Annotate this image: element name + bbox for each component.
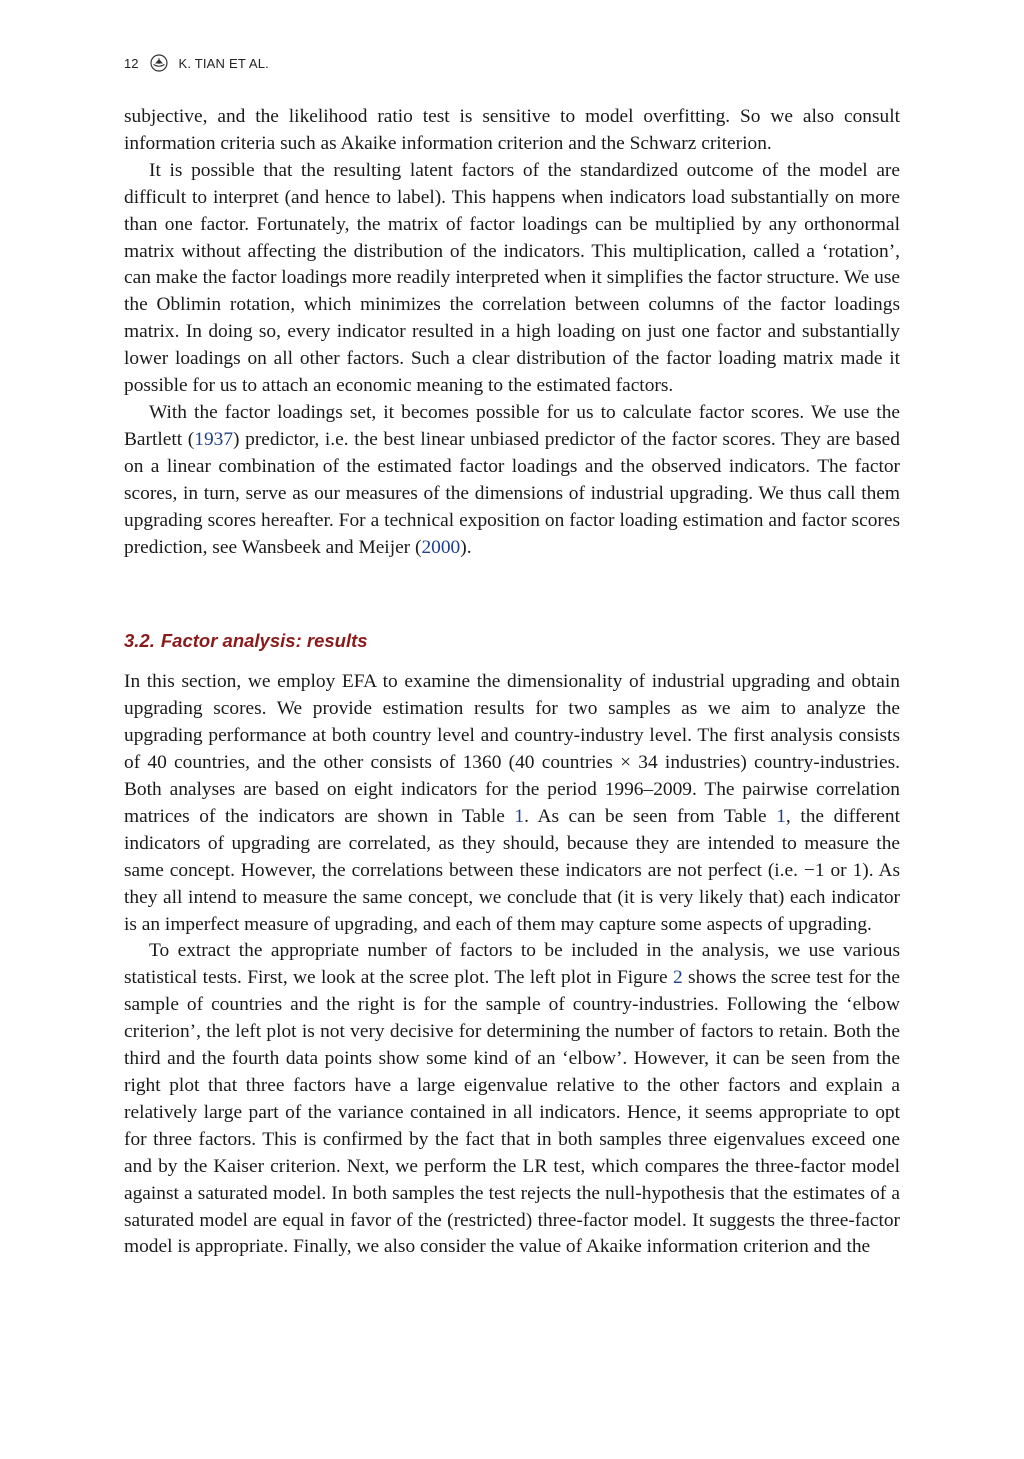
page-number: 12	[124, 55, 139, 71]
paragraph-4-text-1: In this section, we employ EFA to examine the dimensionality of industrial upgrading and obtain upgrading scores. We provide estimation results for two samples as we aim to analyze the upgrading performance at both country level and country-industry level. The first analysis consists of 40 countries, and the other consists of 1360 (40 countries × 34 industries) country-industries. Both analyses are based on eight indicators for the period 1996–2009. The pairwise correlation matrices of the indicators are shown in Table	[124, 671, 900, 827]
section-heading	[124, 629, 900, 653]
paragraph-5-text-1: To extract the appropriate number of factors to be included in the analysis, we use various statistical tests. First, we look at the scree plot. The left plot in Figure	[124, 940, 900, 989]
citation-bartlett-1937[interactable]: 1937	[194, 428, 234, 450]
paragraph-3	[124, 400, 900, 561]
table-1-link[interactable]: 1	[514, 805, 525, 827]
page	[124, 52, 900, 1261]
paragraph-2: It is possible that the resulting latent factors of the standardized outcome of the model are difficult to interpret (and hence to label). This happens when indicators load substantially on more than one factor. Fortunately, the matrix of factor loadings can be multiplied by any orthonormal matrix without affecting the distribution of the indicators. This multiplication, called a ‘rotation’, can make the factor loadings more readily interpreted when it simplifies the factor structure. We use the Oblimin rotation, which minimizes the correlation between columns of the factor loadings matrix. In doing so, every indicator resulted in a high loading on just one factor and substantially lower loadings on all other factors. Such a clear distribution of the factor loading matrix made it possible for us to attach an economic meaning to the estimated factors.	[124, 159, 900, 397]
section-title: Factor analysis: results	[160, 630, 368, 652]
citation-wansbeek-meijer-2000[interactable]: 2000	[421, 536, 461, 558]
paragraph-3-text-1: With the factor loadings set, it becomes possible for us to calculate factor scores. We use the Bartlett (	[124, 401, 900, 450]
journal-logo-icon	[150, 54, 168, 72]
running-head-authors: K. TIAN ET AL.	[178, 55, 269, 71]
paragraph-3-text-3: ).	[460, 536, 472, 558]
table-1-link-2[interactable]: 1	[776, 805, 786, 827]
paragraph-4	[124, 669, 900, 938]
paragraph-3-text-2: ) predictor, i.e. the best linear unbiased predictor of the factor scores. They are based on a linear combination of the estimated factor loadings and the observed indicators. The factor scores, in turn, serve as our measures of the dimensions of industrial upgrading. We thus call them upgrading scores hereafter. For a technical exposition on factor loading estimation and factor scores prediction, see Wansbeek and Meijer (	[124, 428, 900, 558]
paragraph-4-text-2: . As can be seen from Table	[524, 805, 777, 827]
section-number: 3.2.	[124, 630, 155, 652]
paragraph-5-text-2: shows the scree test for the sample of countries and the right is for the sample of country-industries. Following the ‘elbow criterion’, the left plot is not very decisive for determining the number of factors to retain. Both the third and the fourth data points show some kind of an ‘elbow’. However, it can be seen from the right plot that three factors have a large eigenvalue relative to the other factors and explain a relatively large part of the variance contained in all indicators. Hence, it seems appropriate to opt for three factors. This is confirmed by the fact that in both samples three eigenvalues exceed one and by the Kaiser criterion. Next, we perform the LR test, which compares the three-factor model against a saturated model. In both samples the test rejects the null-hypothesis that the estimates of a saturated model are equal in favor of the (restricted) three-factor model. It suggests the three-factor model is appropriate. Finally, we also consider the value of Akaike information criterion and the	[124, 967, 900, 1258]
running-head	[124, 52, 900, 74]
figure-2-link[interactable]: 2	[672, 967, 683, 989]
paragraph-5	[124, 938, 900, 1261]
paragraph-1: subjective, and the likelihood ratio test is sensitive to model overfitting. So we also consult information criteria such as Akaike information criterion and the Schwarz criterion.	[124, 106, 900, 154]
paragraph-4-text-3: , the different indicators of upgrading are correlated, as they should, because they are intended to measure the same concept. However, the correlations between these indicators are not perfect (i.e. −1 or 1). As they all intend to measure the same concept, we conclude that (it is very likely that) each indicator is an imperfect measure of upgrading, and each of them may capture some aspects of upgrading.	[124, 805, 901, 935]
